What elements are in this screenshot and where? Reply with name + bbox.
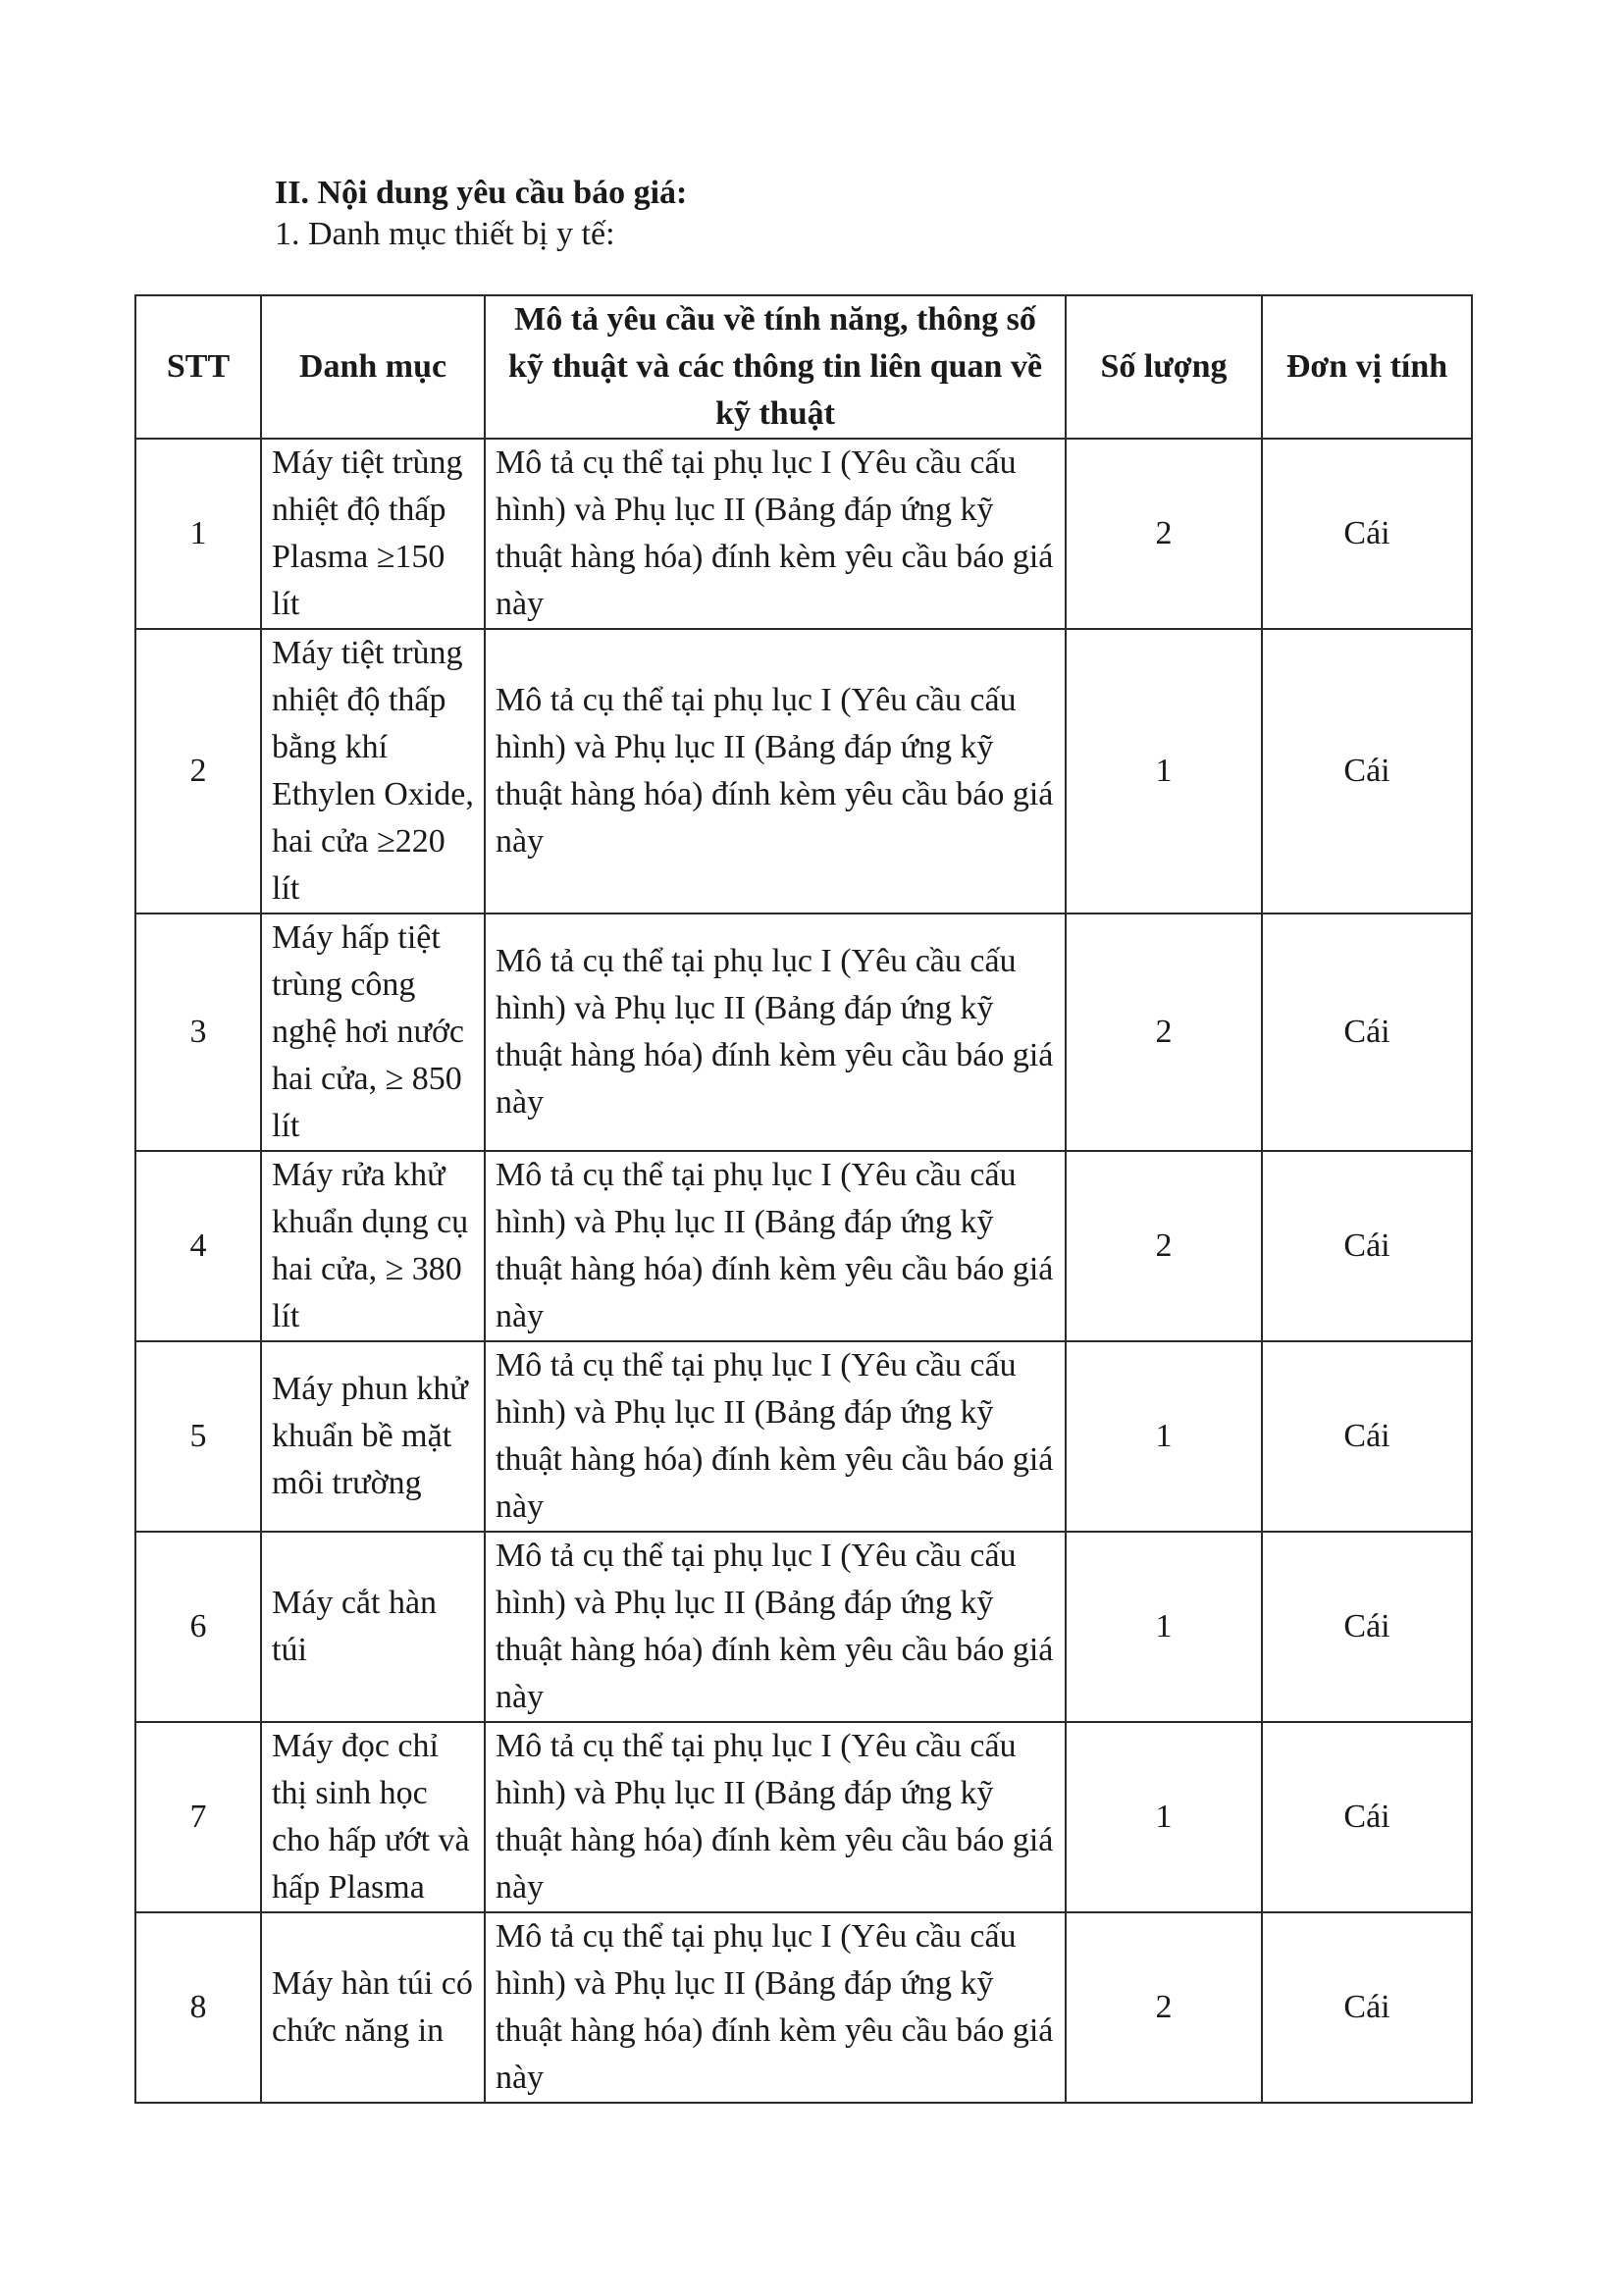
row-category: Máy hấp tiệt trùng công nghệ hơi nước hai cửa, ≥ 850 lít: [261, 913, 485, 1151]
row-description: Mô tả cụ thể tại phụ lục I (Yêu cầu cấu hình) và Phụ lục II (Bảng đáp ứng kỹ thuật hàng hóa) đính kèm yêu cầu báo giá này: [485, 629, 1066, 913]
section-subtitle: 1. Danh mục thiết bị y tế:: [275, 216, 615, 252]
row-category: Máy tiệt trùng nhiệt độ thấp Plasma ≥150 lít: [261, 439, 485, 629]
row-quantity: 2: [1066, 913, 1262, 1151]
row-quantity: 1: [1066, 1341, 1262, 1532]
row-unit: Cái: [1262, 1532, 1472, 1722]
row-quantity: 2: [1066, 1912, 1262, 2103]
row-unit: Cái: [1262, 1912, 1472, 2103]
section-title: II. Nội dung yêu cầu báo giá:: [275, 175, 688, 211]
table-row: [135, 1341, 1472, 1532]
table-row: [135, 1532, 1472, 1722]
row-quantity: 2: [1066, 439, 1262, 629]
row-unit: Cái: [1262, 1722, 1472, 1912]
row-stt: 7: [135, 1722, 261, 1912]
row-stt: 1: [135, 439, 261, 629]
row-stt: 6: [135, 1532, 261, 1722]
row-unit: Cái: [1262, 439, 1472, 629]
row-unit: Cái: [1262, 1341, 1472, 1532]
row-description: Mô tả cụ thể tại phụ lục I (Yêu cầu cấu hình) và Phụ lục II (Bảng đáp ứng kỹ thuật hàng hóa) đính kèm yêu cầu báo giá này: [485, 1912, 1066, 2103]
row-stt: 5: [135, 1341, 261, 1532]
table-row: [135, 439, 1472, 629]
row-stt: 8: [135, 1912, 261, 2103]
row-description: Mô tả cụ thể tại phụ lục I (Yêu cầu cấu hình) và Phụ lục II (Bảng đáp ứng kỹ thuật hàng hóa) đính kèm yêu cầu báo giá này: [485, 1532, 1066, 1722]
row-quantity: 1: [1066, 1532, 1262, 1722]
table-row: [135, 1722, 1472, 1912]
row-description: Mô tả cụ thể tại phụ lục I (Yêu cầu cấu hình) và Phụ lục II (Bảng đáp ứng kỹ thuật hàng hóa) đính kèm yêu cầu báo giá này: [485, 439, 1066, 629]
header-description: Mô tả yêu cầu về tính năng, thông số kỹ thuật và các thông tin liên quan về kỹ thuật: [485, 295, 1066, 439]
row-unit: Cái: [1262, 629, 1472, 913]
row-description: Mô tả cụ thể tại phụ lục I (Yêu cầu cấu hình) và Phụ lục II (Bảng đáp ứng kỹ thuật hàng hóa) đính kèm yêu cầu báo giá này: [485, 913, 1066, 1151]
row-category: Máy tiệt trùng nhiệt độ thấp bằng khí Ethylen Oxide, hai cửa ≥220 lít: [261, 629, 485, 913]
row-stt: 3: [135, 913, 261, 1151]
row-category: Máy hàn túi có chức năng in: [261, 1912, 485, 2103]
section-heading: [275, 173, 687, 255]
row-quantity: 2: [1066, 1151, 1262, 1341]
header-quantity: Số lượng: [1066, 295, 1262, 439]
row-category: Máy đọc chỉ thị sinh học cho hấp ướt và hấp Plasma: [261, 1722, 485, 1912]
row-stt: 4: [135, 1151, 261, 1341]
table-row: [135, 913, 1472, 1151]
row-quantity: 1: [1066, 629, 1262, 913]
equipment-table: [134, 294, 1473, 2104]
row-description: Mô tả cụ thể tại phụ lục I (Yêu cầu cấu hình) và Phụ lục II (Bảng đáp ứng kỹ thuật hàng hóa) đính kèm yêu cầu báo giá này: [485, 1341, 1066, 1532]
row-unit: Cái: [1262, 913, 1472, 1151]
table-row: [135, 629, 1472, 913]
header-unit: Đơn vị tính: [1262, 295, 1472, 439]
header-category: Danh mục: [261, 295, 485, 439]
header-stt: STT: [135, 295, 261, 439]
row-quantity: 1: [1066, 1722, 1262, 1912]
row-unit: Cái: [1262, 1151, 1472, 1341]
table-header-row: [135, 295, 1472, 439]
table-row: [135, 1151, 1472, 1341]
row-stt: 2: [135, 629, 261, 913]
row-description: Mô tả cụ thể tại phụ lục I (Yêu cầu cấu hình) và Phụ lục II (Bảng đáp ứng kỹ thuật hàng hóa) đính kèm yêu cầu báo giá này: [485, 1151, 1066, 1341]
row-category: Máy cắt hàn túi: [261, 1532, 485, 1722]
row-category: Máy rửa khử khuẩn dụng cụ hai cửa, ≥ 380 lít: [261, 1151, 485, 1341]
row-description: Mô tả cụ thể tại phụ lục I (Yêu cầu cấu hình) và Phụ lục II (Bảng đáp ứng kỹ thuật hàng hóa) đính kèm yêu cầu báo giá này: [485, 1722, 1066, 1912]
row-category: Máy phun khử khuẩn bề mặt môi trường: [261, 1341, 485, 1532]
table-row: [135, 1912, 1472, 2103]
